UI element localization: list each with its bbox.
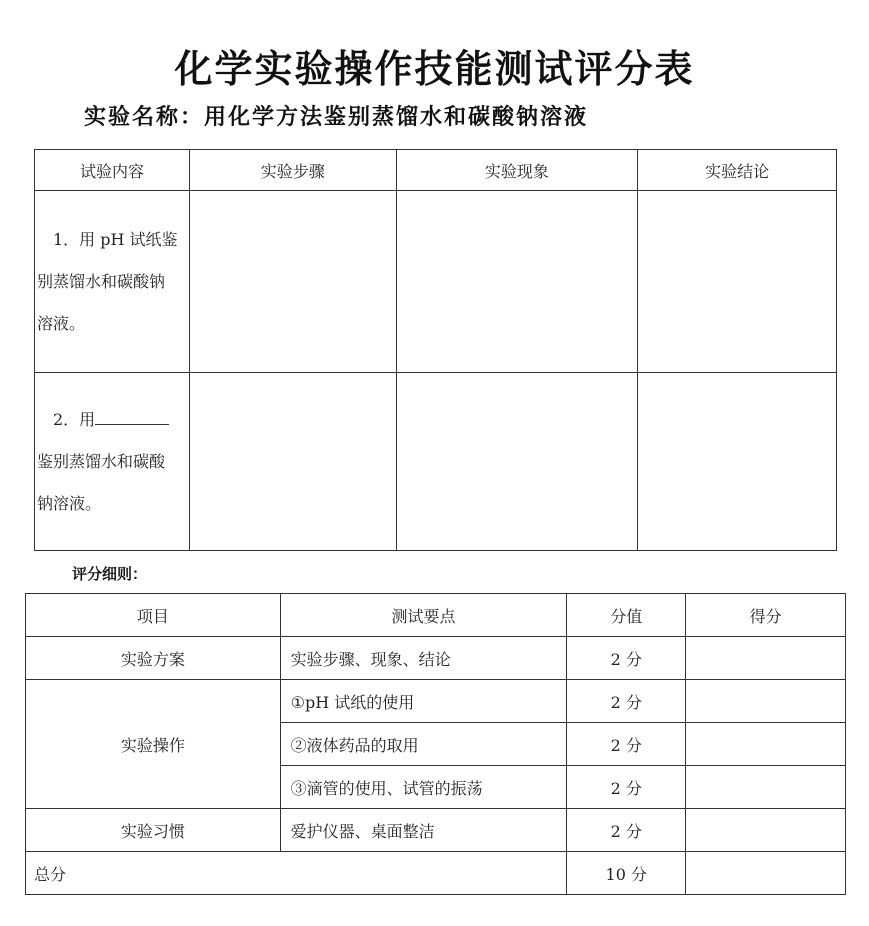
experiment-1-conclusion[interactable]	[638, 191, 837, 373]
experiment-2-line-2: 鉴别蒸馏水和碳酸	[37, 451, 166, 471]
obtained-habit[interactable]	[686, 809, 846, 852]
item-habit: 实验习惯	[26, 809, 281, 852]
header-phenomena: 实验现象	[396, 150, 638, 191]
table-row	[26, 680, 846, 723]
total-label: 总分	[26, 852, 567, 895]
experiment-name: 实验名称：用化学方法鉴别蒸馏水和碳酸钠溶液	[84, 105, 589, 130]
experiment-2-conclusion[interactable]	[638, 373, 837, 551]
obtained-liquid-reagent[interactable]	[686, 723, 846, 766]
scoring-header-row	[26, 594, 846, 637]
experiment-1-content	[35, 191, 190, 373]
item-operation: 实验操作	[26, 680, 281, 809]
experiment-2-line-3: 钠溶液。	[37, 493, 102, 513]
header-item: 项目	[26, 594, 281, 637]
total-score: 10 分	[567, 852, 686, 895]
experiment-header-row	[35, 150, 837, 191]
scoring-rules-label: 评分细则：	[72, 565, 148, 583]
obtained-dropper-shaking[interactable]	[686, 766, 846, 809]
experiment-1-line-2: 别蒸馏水和碳酸钠	[37, 271, 166, 291]
score-plan: 2 分	[567, 637, 686, 680]
header-conclusion: 实验结论	[638, 150, 837, 191]
fill-in-blank[interactable]	[95, 406, 169, 425]
experiment-table	[34, 149, 837, 551]
experiment-row-1	[35, 191, 837, 373]
obtained-plan[interactable]	[686, 637, 846, 680]
point-dropper-shaking: ③滴管的使用、试管的振荡	[280, 766, 567, 809]
experiment-2-steps[interactable]	[189, 373, 396, 551]
score-liquid-reagent: 2 分	[567, 723, 686, 766]
score-habit: 2 分	[567, 809, 686, 852]
experiment-1-line-3: 溶液。	[37, 313, 86, 333]
experiment-1-steps[interactable]	[189, 191, 396, 373]
experiment-2-prefix: 2．用	[53, 409, 96, 429]
score-ph-paper: 2 分	[567, 680, 686, 723]
scoring-table	[25, 593, 846, 895]
obtained-ph-paper[interactable]	[686, 680, 846, 723]
table-row	[26, 809, 846, 852]
point-ph-paper: ①pH 试纸的使用	[280, 680, 567, 723]
header-steps: 实验步骤	[189, 150, 396, 191]
experiment-row-2	[35, 373, 837, 551]
header-test-point: 测试要点	[280, 594, 567, 637]
experiment-2-content	[35, 373, 190, 551]
total-row	[26, 852, 846, 895]
score-dropper-shaking: 2 分	[567, 766, 686, 809]
item-plan: 实验方案	[26, 637, 281, 680]
page-title: 化学实验操作技能测试评分表	[174, 47, 695, 91]
experiment-1-phenomena[interactable]	[396, 191, 638, 373]
point-liquid-reagent: ②液体药品的取用	[280, 723, 567, 766]
header-score-value: 分值	[567, 594, 686, 637]
point-plan: 实验步骤、现象、结论	[280, 637, 567, 680]
experiment-1-line-1: 1．用 pH 试纸鉴	[53, 229, 178, 249]
table-row	[26, 637, 846, 680]
header-content: 试验内容	[35, 150, 190, 191]
point-habit: 爱护仪器、桌面整洁	[280, 809, 567, 852]
experiment-2-phenomena[interactable]	[396, 373, 638, 551]
header-obtained-score: 得分	[686, 594, 846, 637]
obtained-total[interactable]	[686, 852, 846, 895]
experiment-2-line-1	[37, 399, 169, 441]
